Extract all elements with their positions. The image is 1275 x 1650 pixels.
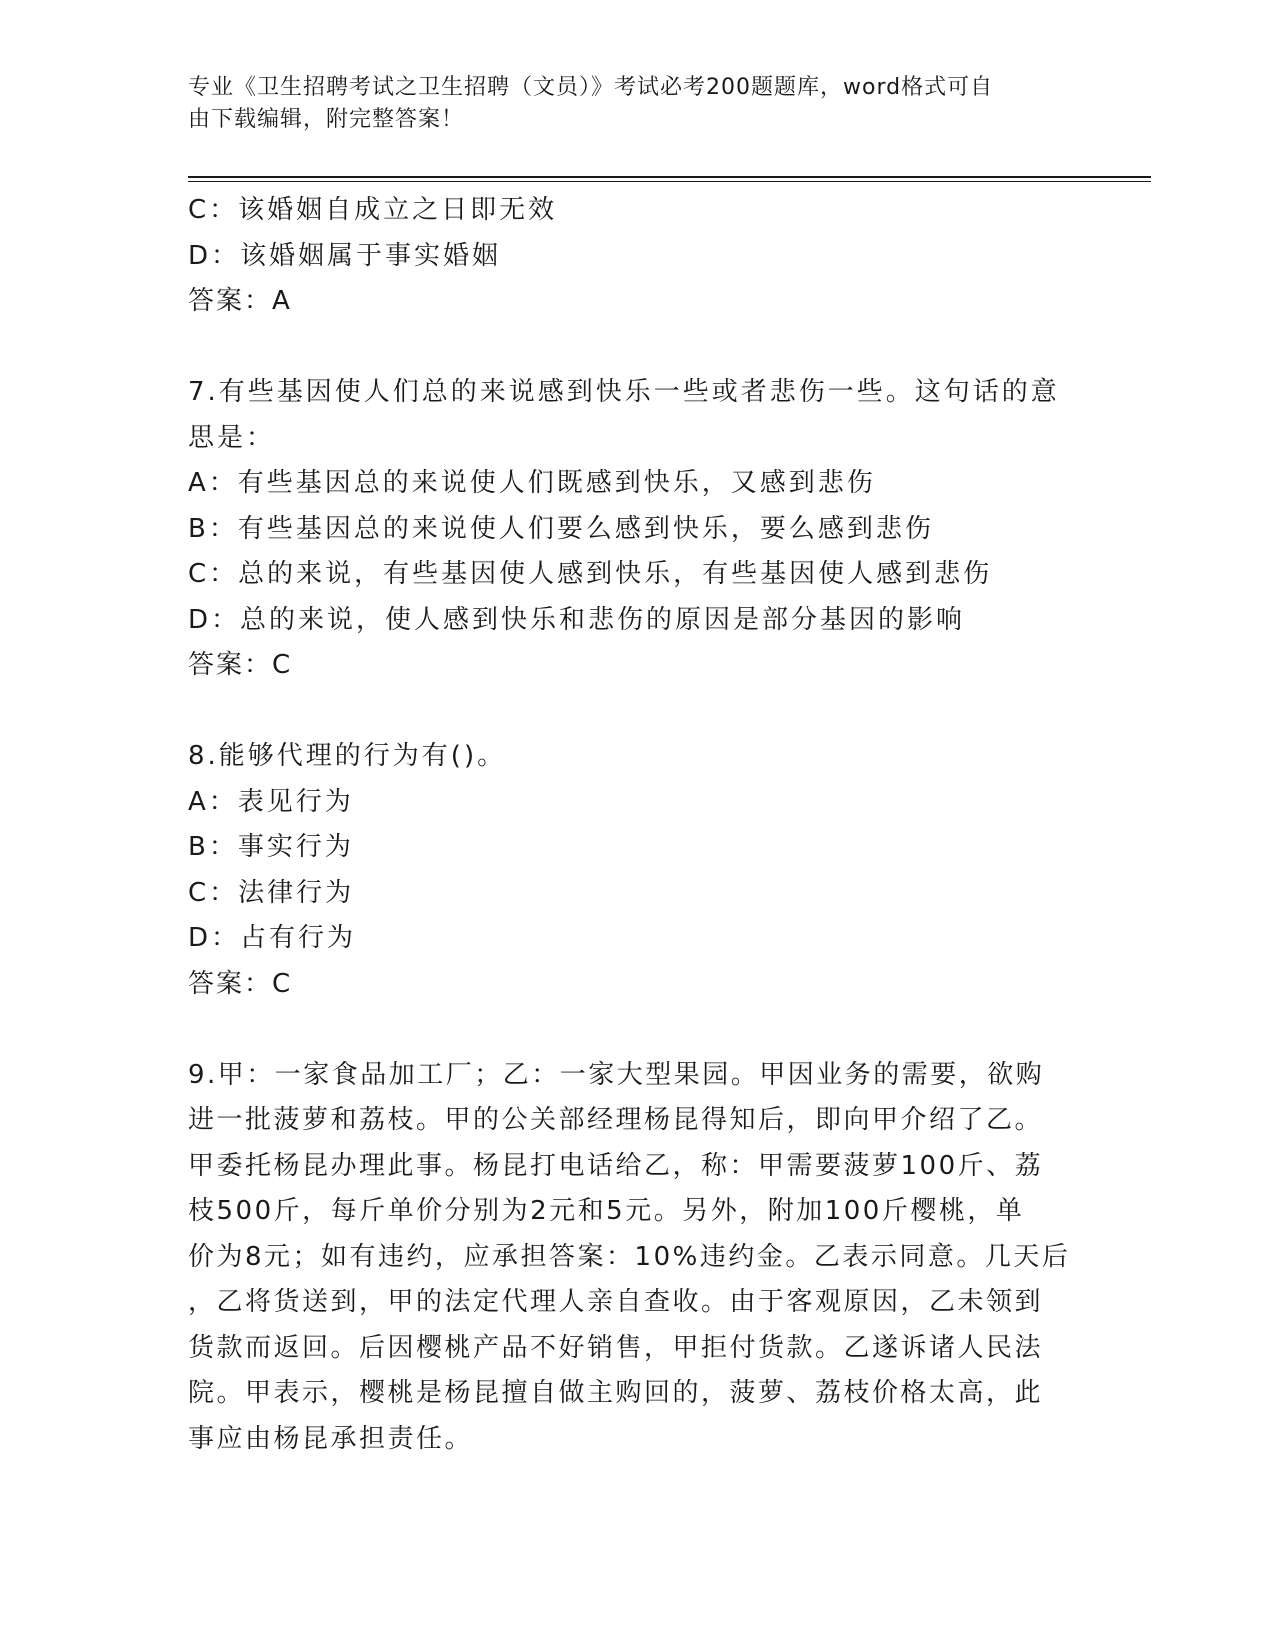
option-a: A：表见行为 bbox=[188, 786, 354, 817]
question-text-line: 价为8元；如有违约，应承担答案：10%违约金。乙表示同意。几天后 bbox=[188, 1241, 1071, 1272]
question-stem: 8.能够代理的行为有()。 bbox=[188, 741, 507, 771]
question-content bbox=[188, 188, 1071, 1462]
previous-question-tail bbox=[188, 188, 1068, 325]
question-9 bbox=[188, 1053, 1071, 1463]
option-d: D：该婚姻属于事实婚姻 bbox=[188, 240, 502, 271]
question-7 bbox=[188, 370, 1068, 689]
question-text-line: ，乙将货送到，甲的法定代理人亲自查收。由于客观原因，乙未领到 bbox=[188, 1287, 1044, 1317]
answer: 答案：C bbox=[188, 968, 293, 999]
document-header bbox=[188, 72, 1068, 136]
spacer bbox=[188, 689, 1068, 735]
spacer bbox=[188, 325, 1068, 371]
answer: 答案：A bbox=[188, 286, 292, 316]
answer: 答案：C bbox=[188, 650, 293, 680]
question-stem: 7.有些基因使人们总的来说感到快乐一些或者悲伤一些。这句话的意 bbox=[188, 377, 1060, 407]
option-c: C：总的来说，有些基因使人感到快乐，有些基因使人感到悲伤 bbox=[188, 559, 993, 589]
option-d: D：占有行为 bbox=[188, 923, 357, 953]
header-divider-thick bbox=[188, 176, 1151, 178]
question-text-line: 进一批菠萝和荔枝。甲的公关部经理杨昆得知后，即向甲介绍了乙。 bbox=[188, 1105, 1044, 1135]
option-b: B：事实行为 bbox=[188, 832, 354, 862]
option-d: D：总的来说，使人感到快乐和悲伤的原因是部分基因的影响 bbox=[188, 604, 966, 635]
option-b: B：有些基因总的来说使人们要么感到快乐，要么感到悲伤 bbox=[188, 513, 934, 544]
question-8 bbox=[188, 734, 1068, 1007]
option-c: C：该婚姻自成立之日即无效 bbox=[188, 195, 558, 225]
header-line-2: 由下载编辑，附完整答案！ bbox=[188, 107, 465, 132]
header-line-1: 专业《卫生招聘考试之卫生招聘（文员）》考试必考200题题库，word格式可自 bbox=[188, 75, 994, 100]
spacer bbox=[188, 1007, 1068, 1053]
option-a: A：有些基因总的来说使人们既感到快乐，又感到悲伤 bbox=[188, 468, 876, 498]
question-text-line: 货款而返回。后因樱桃产品不好销售，甲拒付货款。乙遂诉诸人民法 bbox=[188, 1332, 1044, 1363]
question-text-line: 事应由杨昆承担责任。 bbox=[188, 1423, 474, 1454]
question-text-line: 枝500斤，每斤单价分别为2元和5元。另外，附加100斤樱桃，单 bbox=[188, 1196, 1025, 1226]
header-divider-thin bbox=[188, 181, 1151, 182]
question-text-line: 9.甲：一家食品加工厂；乙：一家大型果园。甲因业务的需要，欲购 bbox=[188, 1059, 1045, 1090]
question-text-line: 院。甲表示，樱桃是杨昆擅自做主购回的，菠萝、荔枝价格太高，此 bbox=[188, 1378, 1044, 1408]
option-c: C：法律行为 bbox=[188, 877, 355, 908]
question-text-line: 甲委托杨昆办理此事。杨昆打电话给乙，称：甲需要菠萝100斤、荔 bbox=[188, 1150, 1044, 1181]
question-stem: 思是： bbox=[188, 422, 276, 453]
